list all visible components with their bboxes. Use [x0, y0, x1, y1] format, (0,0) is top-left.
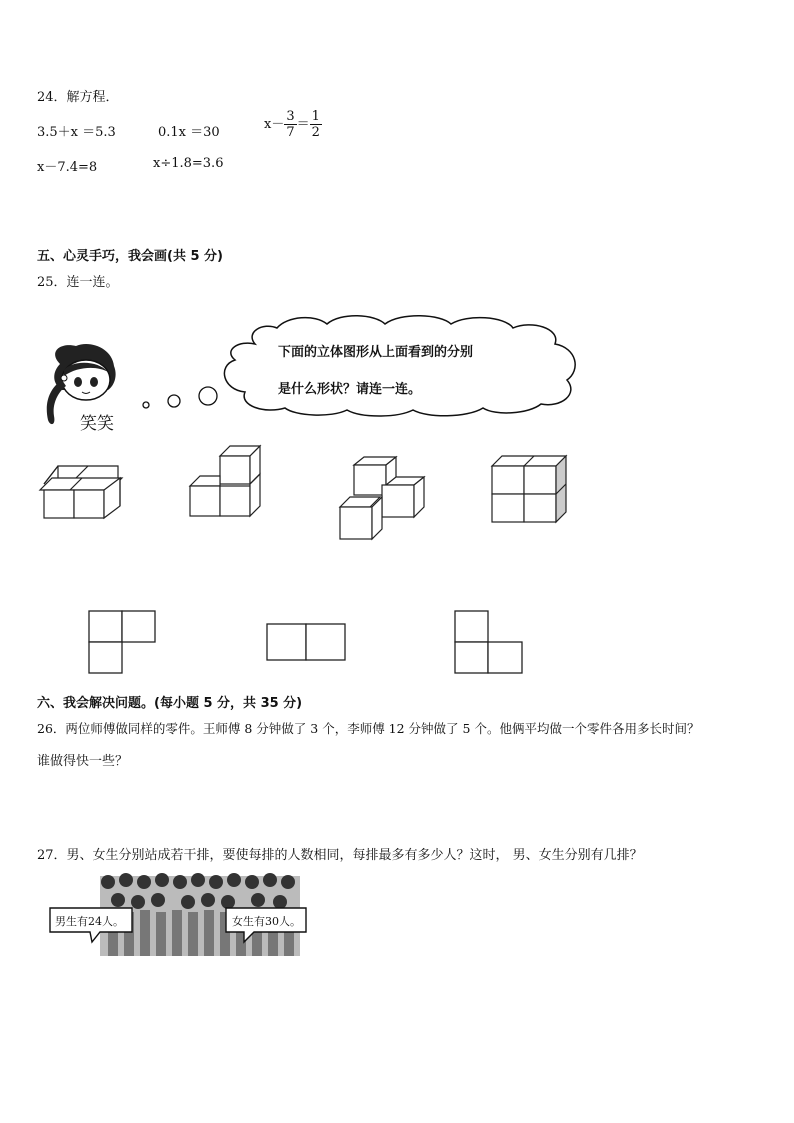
boys-count-label: 男生有24人。 — [55, 915, 124, 928]
equals-sign: ＝ — [296, 117, 310, 132]
section-6-heading: 六、我会解决问题。(每小题 5 分，共 35 分) — [37, 696, 303, 711]
solid-shape-3[interactable] — [336, 455, 431, 545]
solid-shape-4[interactable] — [488, 452, 573, 526]
thought-bubble — [215, 314, 585, 414]
q25-title: 25．连一连。 — [37, 275, 119, 290]
equation-2: 0.1x ＝30 — [158, 125, 220, 140]
bubble-text-line-2: 是什么形状？请连一连。 — [278, 382, 422, 397]
fraction-numerator: 3 — [286, 109, 295, 124]
section-5-heading: 五、心灵手巧，我会画(共 5 分) — [37, 249, 223, 264]
girl-name: 笑笑 — [80, 414, 114, 434]
fraction-denominator: 2 — [311, 125, 320, 140]
equation-5: x÷1.8=3.6 — [153, 156, 224, 171]
solid-shape-2[interactable] — [186, 444, 266, 520]
q24-title: 24．解方程． — [37, 90, 119, 105]
top-view-l-shape-left[interactable] — [88, 610, 158, 676]
fraction-1-2 — [310, 109, 322, 140]
equation-1: 3.5＋x ＝5.3 — [37, 125, 116, 140]
q27-text: 27．男、女生分别站成若干排，要使每排的人数相同，每排最多有多少人？这时， 男、女生分别有几排？ — [37, 848, 643, 863]
bubble-text-line-1: 下面的立体图形从上面看到的分别 — [278, 345, 474, 360]
top-view-two-squares[interactable] — [266, 623, 348, 663]
equation-3-prefix: x－ — [264, 117, 285, 132]
solid-shape-1[interactable] — [40, 460, 130, 522]
fraction-numerator: 1 — [311, 109, 320, 124]
q26-line-2: 谁做得快一些？ — [37, 754, 129, 769]
girls-count-label: 女生有30人。 — [232, 915, 301, 928]
fraction-denominator: 7 — [286, 125, 295, 140]
fraction-3-7 — [284, 109, 296, 140]
top-view-l-shape-right[interactable] — [454, 610, 526, 676]
thought-circles — [140, 385, 220, 415]
equation-4: x－7.4=8 — [37, 160, 98, 175]
equation-3 — [264, 109, 322, 140]
q26-line-1: 26．两位师傅做同样的零件。王师傅 8 分钟做了 3 个，李师傅 12 分钟做了 5 个。他俩平均做一个零件各用多长时间？ — [37, 721, 700, 736]
